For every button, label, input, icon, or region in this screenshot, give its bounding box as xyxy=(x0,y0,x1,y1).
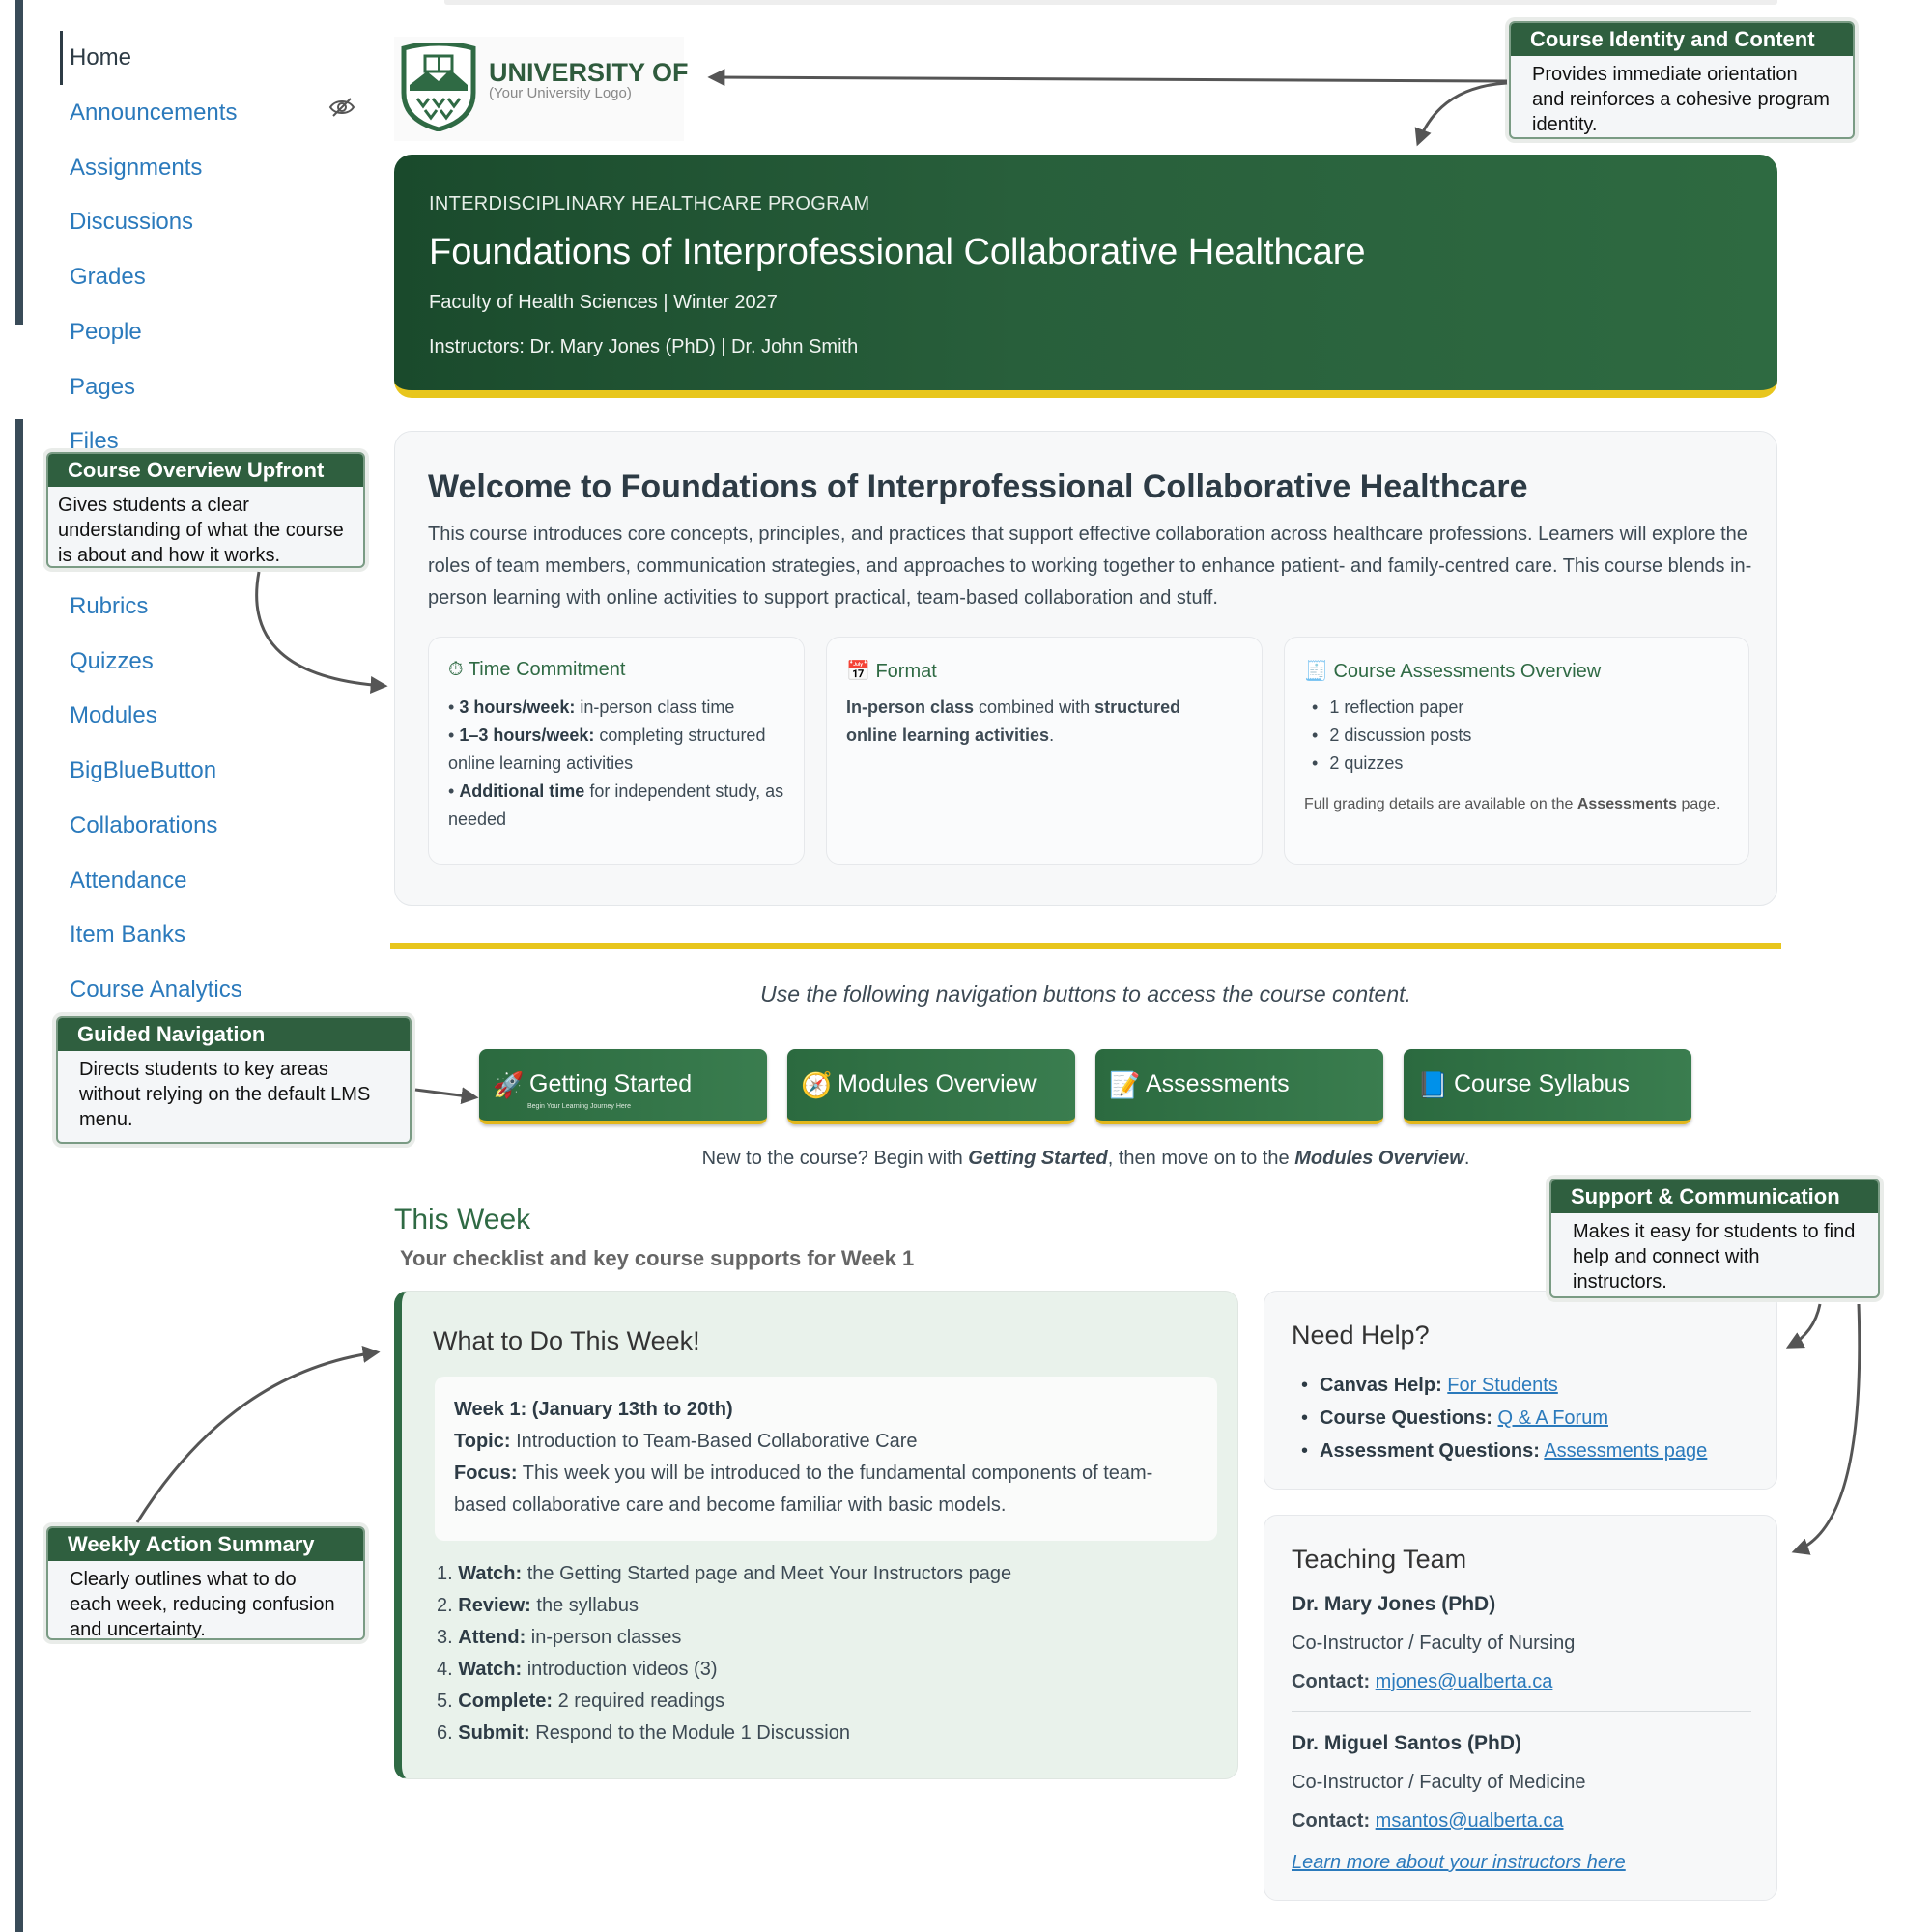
weekly-task-list xyxy=(437,1558,1011,1749)
teaching-team-panel xyxy=(1264,1515,1777,1901)
member-role: Co-Instructor / Faculty of Medicine xyxy=(1292,1772,1586,1793)
member-divider xyxy=(1292,1711,1751,1712)
task-item: 2. Review: the syllabus xyxy=(437,1595,639,1616)
callout-weekly-action-summary: Weekly Action Summary Clearly outlines what to do each week, reducing confusion and uncertainty. xyxy=(46,1526,365,1640)
nav-item-announcements[interactable]: Announcements xyxy=(70,99,238,126)
team-member: Dr. Miguel Santos (PhD) Co-Instructor / Faculty of Medicine Contact: msantos@ualberta.ca xyxy=(1292,1724,1586,1840)
nav-item-assignments[interactable]: Assignments xyxy=(70,155,203,181)
course-banner xyxy=(394,155,1777,398)
format-text: In-person class combined with structured online learning activities. xyxy=(846,697,1181,745)
assessments-overview-title: 🧾 Course Assessments Overview xyxy=(1304,661,1602,682)
list-item: • Canvas Help: For Students xyxy=(1301,1369,1707,1402)
list-item: • 2 quizzes xyxy=(1304,750,1729,778)
list-item: • Course Questions: Q & A Forum xyxy=(1301,1402,1707,1435)
member-name: Dr. Miguel Santos (PhD) xyxy=(1292,1732,1522,1754)
section-divider xyxy=(390,943,1781,949)
stopwatch-icon: ⏱ xyxy=(448,659,464,680)
list-item: • Additional time for independent study, as needed xyxy=(448,781,784,829)
canvas-help-link[interactable]: For Students xyxy=(1447,1375,1558,1396)
welcome-heading: Welcome to Foundations of Interprofessional Collaborative Healthcare xyxy=(428,469,1528,505)
week-focus: Focus: This week you will be introduced to the fundamental components of team-based collaborative care and become familiar with basic models. xyxy=(454,1463,1153,1516)
nav-item-files[interactable]: Files xyxy=(70,428,119,449)
nav-item-people[interactable]: People xyxy=(70,319,142,345)
calendar-icon: 📅 xyxy=(846,661,870,682)
member-email-link[interactable]: msantos@ualberta.ca xyxy=(1375,1810,1564,1832)
course-faculty-term: Faculty of Health Sciences | Winter 2027 xyxy=(429,292,778,313)
rocket-icon: 🚀 xyxy=(493,1070,525,1099)
arrow xyxy=(1795,1304,1860,1551)
program-label: INTERDISCIPLINARY HEALTHCARE PROGRAM xyxy=(429,193,870,214)
course-title: Foundations of Interprofessional Collaborative Healthcare xyxy=(429,232,1366,272)
nav-item-item-banks[interactable]: Item Banks xyxy=(70,922,186,948)
assessments-page-link[interactable]: Assessments page xyxy=(1544,1440,1708,1462)
logo-name: UNIVERSITY OF xyxy=(489,58,689,87)
this-week-title: This Week xyxy=(394,1204,531,1236)
welcome-section xyxy=(394,431,1777,906)
help-links-list xyxy=(1301,1369,1707,1467)
time-commitment-card xyxy=(428,637,805,865)
course-instructors: Instructors: Dr. Mary Jones (PhD) | Dr. John Smith xyxy=(429,336,859,357)
button-tagline: Begin Your Learning Journey Here xyxy=(527,1103,632,1110)
arrow xyxy=(257,572,384,686)
assessments-button[interactable]: 📝 Assessments xyxy=(1095,1049,1383,1124)
list-item: • 1–3 hours/week: completing structured online learning activities xyxy=(448,725,766,773)
top-scrollbar[interactable] xyxy=(444,0,1777,5)
left-frame-bar xyxy=(15,0,23,325)
callout-guided-navigation: Guided Navigation Directs students to key areas without relying on the default LMS menu. xyxy=(56,1016,412,1144)
nav-item-collaborations[interactable]: Collaborations xyxy=(70,812,218,838)
learn-more-instructors-link[interactable]: Learn more about your instructors here xyxy=(1292,1852,1626,1873)
list-item: • 1 reflection paper xyxy=(1304,694,1729,722)
nav-item-modules[interactable]: Modules xyxy=(70,702,157,728)
week-summary-box xyxy=(435,1377,1217,1541)
teaching-team-title: Teaching Team xyxy=(1292,1545,1467,1574)
nav-item-home[interactable]: Home xyxy=(70,44,132,71)
member-email-link[interactable]: mjones@ualberta.ca xyxy=(1375,1671,1553,1692)
this-week-subtitle: Your checklist and key course supports for Week 1 xyxy=(400,1246,915,1270)
grading-note: Full grading details are available on the Assessments page. xyxy=(1304,796,1720,812)
assessments-list xyxy=(1304,694,1729,778)
callout-support-communication: Support & Communication Makes it easy for students to find help and connect with instructors. xyxy=(1549,1179,1880,1298)
nav-item-grades[interactable]: Grades xyxy=(70,264,146,290)
arrow xyxy=(711,77,1507,81)
need-help-panel xyxy=(1264,1291,1777,1490)
nav-item-course-analytics[interactable]: Course Analytics xyxy=(70,977,242,1003)
begin-hint: New to the course? Begin with Getting Started, then move on to the Modules Overview. xyxy=(701,1148,1470,1169)
task-item: 1. Watch: the Getting Started page and Meet Your Instructors page xyxy=(437,1563,1012,1584)
compass-icon: 🧭 xyxy=(801,1070,833,1099)
task-item: 6. Submit: Respond to the Module 1 Discussion xyxy=(437,1722,850,1744)
list-item: • 3 hours/week: in-person class time xyxy=(448,697,735,717)
list-item: • Assessment Questions: Assessments page xyxy=(1301,1435,1707,1467)
qa-forum-link[interactable]: Q & A Forum xyxy=(1497,1407,1608,1429)
callout-course-overview: Course Overview Upfront Gives students a clear understanding of what the course is about and how it works. xyxy=(46,452,365,568)
book-icon: 📘 xyxy=(1417,1070,1449,1099)
getting-started-button[interactable]: 🚀 Getting Started Begin Your Learning Journey Here xyxy=(479,1049,767,1124)
nav-item-attendance[interactable]: Attendance xyxy=(70,867,187,894)
nav-item-rubrics[interactable]: Rubrics xyxy=(70,593,149,619)
arrow xyxy=(1789,1304,1820,1347)
format-title: 📅 Format xyxy=(846,661,937,682)
arrow xyxy=(415,1090,475,1097)
todo-title: What to Do This Week! xyxy=(433,1326,700,1355)
active-item-marker xyxy=(60,31,63,85)
nav-item-bigbluebutton[interactable]: BigBlueButton xyxy=(70,757,217,783)
list-item: • 2 discussion posts xyxy=(1304,722,1729,750)
logo-subtext: (Your University Logo) xyxy=(489,85,632,101)
nav-item-pages[interactable]: Pages xyxy=(70,374,136,400)
time-commitment-title: ⏱ Time Commitment xyxy=(448,659,626,680)
memo-icon: 📝 xyxy=(1109,1070,1141,1099)
callout-course-identity: Course Identity and Content Provides immediate orientation and reinforces a cohesive program identity. xyxy=(1509,21,1855,139)
weekly-todo-panel xyxy=(394,1291,1238,1779)
receipt-icon: 🧾 xyxy=(1304,661,1328,682)
task-item: 3. Attend: in-person classes xyxy=(437,1627,682,1648)
format-card xyxy=(826,637,1263,865)
task-item: 5. Complete: 2 required readings xyxy=(437,1690,724,1712)
nav-item-quizzes[interactable]: Quizzes xyxy=(70,648,154,674)
arrow xyxy=(137,1352,377,1522)
eye-slash-icon[interactable] xyxy=(328,97,355,118)
navigation-instructions: Use the following navigation buttons to access the course content. xyxy=(760,981,1411,1007)
arrow xyxy=(1418,83,1507,143)
member-name: Dr. Mary Jones (PhD) xyxy=(1292,1593,1496,1615)
team-member: Dr. Mary Jones (PhD) Co-Instructor / Faculty of Nursing Contact: mjones@ualberta.ca xyxy=(1292,1585,1575,1701)
need-help-title: Need Help? xyxy=(1292,1321,1430,1350)
shield-logo-icon xyxy=(400,43,477,131)
nav-item-discussions[interactable]: Discussions xyxy=(70,209,194,235)
modules-overview-button[interactable]: 🧭 Modules Overview xyxy=(787,1049,1075,1124)
member-role: Co-Instructor / Faculty of Nursing xyxy=(1292,1633,1576,1654)
course-syllabus-button[interactable]: 📘 Course Syllabus xyxy=(1404,1049,1691,1124)
welcome-paragraph: This course introduces core concepts, principles, and practices that support effective collaboration across healthcare professions. Learners will explore the roles of team members, communication strategies, and approaches to working together to enhance patient- and family-centred care. This course blends in-person learning with online activities to support practical, team-based collaboration and stuff. xyxy=(428,524,1752,609)
assessments-overview-card xyxy=(1284,637,1749,865)
week-label: Week 1: (January 13th to 20th) xyxy=(454,1399,733,1420)
university-logo xyxy=(394,37,689,141)
left-frame-bar xyxy=(15,419,23,1932)
week-topic: Topic: Introduction to Team-Based Collaborative Care xyxy=(454,1431,918,1452)
time-commitment-list xyxy=(448,694,796,834)
task-item: 4. Watch: introduction videos (3) xyxy=(437,1659,718,1680)
